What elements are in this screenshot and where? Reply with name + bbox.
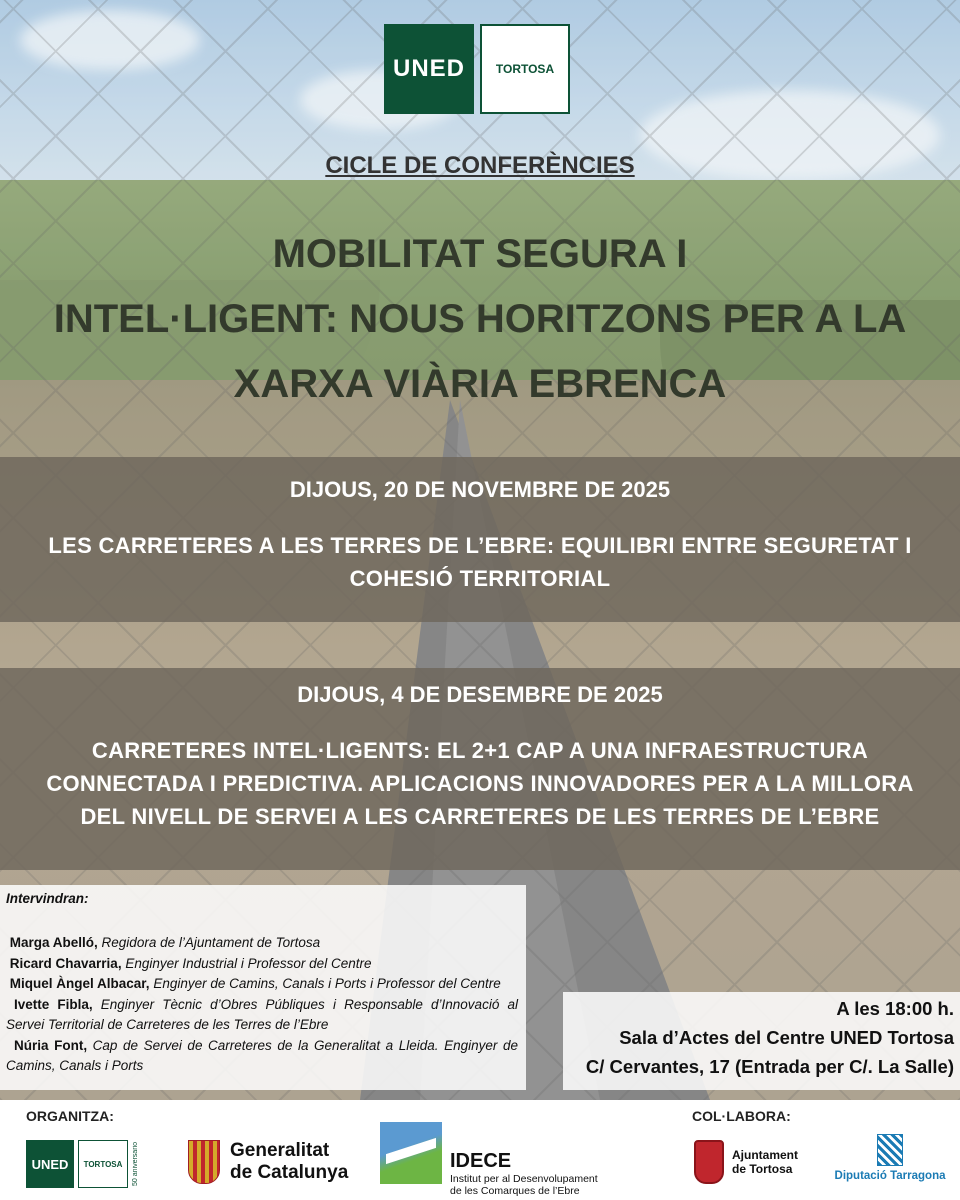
speaker-name: Núria Font, [14,1037,88,1053]
uned-footer-logo [26,1140,142,1188]
tortosa-crest-icon [694,1140,724,1184]
session-title-line: CONNECTADA I PREDICTIVA. APLICACIONS INNOVADORES PER A LA MILLORA [46,771,914,796]
title-line: INTEL·LIGENT: NOUS HORITZONS PER A LA [53,297,907,341]
idece-name: IDECE [450,1150,512,1172]
idece-river-icon [380,1122,442,1184]
speaker-role: Enginyer Industrial i Professor del Centre [125,955,372,971]
speaker-name: Ricard Chavarria, [9,955,122,971]
session-date: DIJOUS, 4 DE DESEMBRE DE 2025 [297,682,663,707]
speaker [6,995,518,1036]
footer [0,1100,960,1200]
session-title [0,734,960,833]
idece-text [450,1122,598,1197]
speaker-role: Enginyer Tècnic d’Obres Públiques i Responsable d’Innovació al Servei Territorial de Carreteres de les Terres de l’Ebre [6,996,518,1032]
cycle-label [0,152,960,180]
ajuntament-logo [694,1140,798,1184]
idece-logo [380,1122,598,1197]
speaker-role: Regidora de l’Ajuntament de Tortosa [101,935,321,950]
speaker-role: Cap de Servei de Carreteres de la Generalitat a Lleida. Enginyer de Camins, Canals i Ports [6,1037,518,1073]
diputacio-emblem-icon [877,1134,903,1166]
speaker-name: Marga Abelló, [9,935,98,950]
session-title-line: LES CARRETERES A LES TERRES DE L’EBRE: EQUILIBRI ENTRE SEGURETAT I [48,533,912,558]
session-2 [0,668,960,870]
diputacio-text: Diputació Tarragona [834,1170,946,1182]
uned-footer-logo-green: UNED [26,1140,74,1188]
uned-anniversary: 50 aniversario [132,1142,139,1186]
session-date: DIJOUS, 20 DE NOVEMBRE DE 2025 [289,477,671,502]
event-address: C/ Cervantes, 17 (Entrada per C/. La Salle) [585,1056,954,1077]
venue-box [563,992,960,1090]
speakers-box [0,885,526,1090]
session-title-line: DEL NIVELL DE SERVEI A LES CARRETERES DE LES TERRES DE L’EBRE [80,804,880,829]
generalitat-logo [188,1140,348,1184]
uned-footer-logo-white: TORTOSA [78,1140,128,1188]
generalitat-shield-icon [188,1140,220,1184]
col-labora-label: COL·LABORA: [692,1108,791,1124]
ajuntament-text [732,1148,798,1176]
speaker [6,933,518,954]
event-time: A les 18:00 h. [836,998,954,1019]
session-1 [0,457,960,622]
ajuntament-line: de Tortosa [732,1162,793,1176]
uned-logo-block [384,24,474,114]
session-title [0,529,960,595]
speaker [6,954,518,975]
idece-sub: Institut per al Desenvolupament [450,1173,598,1185]
uned-logo-text: UNED [392,55,465,82]
page-title [20,222,940,417]
session-title-line: CARRETERES INTEL·LIGENTS: EL 2+1 CAP A UNA INFRAESTRUCTURA [91,738,869,763]
generalitat-text [230,1140,348,1184]
idece-sub: de les Comarques de l’Ebre [450,1185,580,1197]
speaker-name: Miquel Àngel Albacar, [9,976,150,991]
event-place: Sala d’Actes del Centre UNED Tortosa [619,1027,954,1048]
uned-tortosa-logo [384,24,570,114]
generalitat-line: de Catalunya [230,1162,349,1183]
speaker-role: Enginyer de Camins, Canals i Ports i Professor del Centre [153,976,501,991]
title-line: MOBILITAT SEGURA I [272,232,688,276]
speaker-name: Ivette Fibla, [14,996,93,1012]
ajuntament-line: Ajuntament [732,1148,798,1162]
speaker [6,1036,518,1077]
speakers-list [6,933,518,1077]
speakers-heading: Intervindran: [6,891,89,906]
tortosa-logo-text: TORTOSA [495,62,555,76]
session-title-line: COHESIÓ TERRITORIAL [349,566,611,591]
tortosa-logo-block [480,24,570,114]
title-line: XARXA VIÀRIA EBRENCA [233,362,727,406]
speaker [6,974,518,995]
organitza-label: ORGANITZA: [26,1108,114,1124]
diputacio-logo [830,1134,950,1182]
cycle-label-text: CICLE DE CONFERÈNCIES [325,152,635,179]
generalitat-line: Generalitat [230,1140,330,1161]
